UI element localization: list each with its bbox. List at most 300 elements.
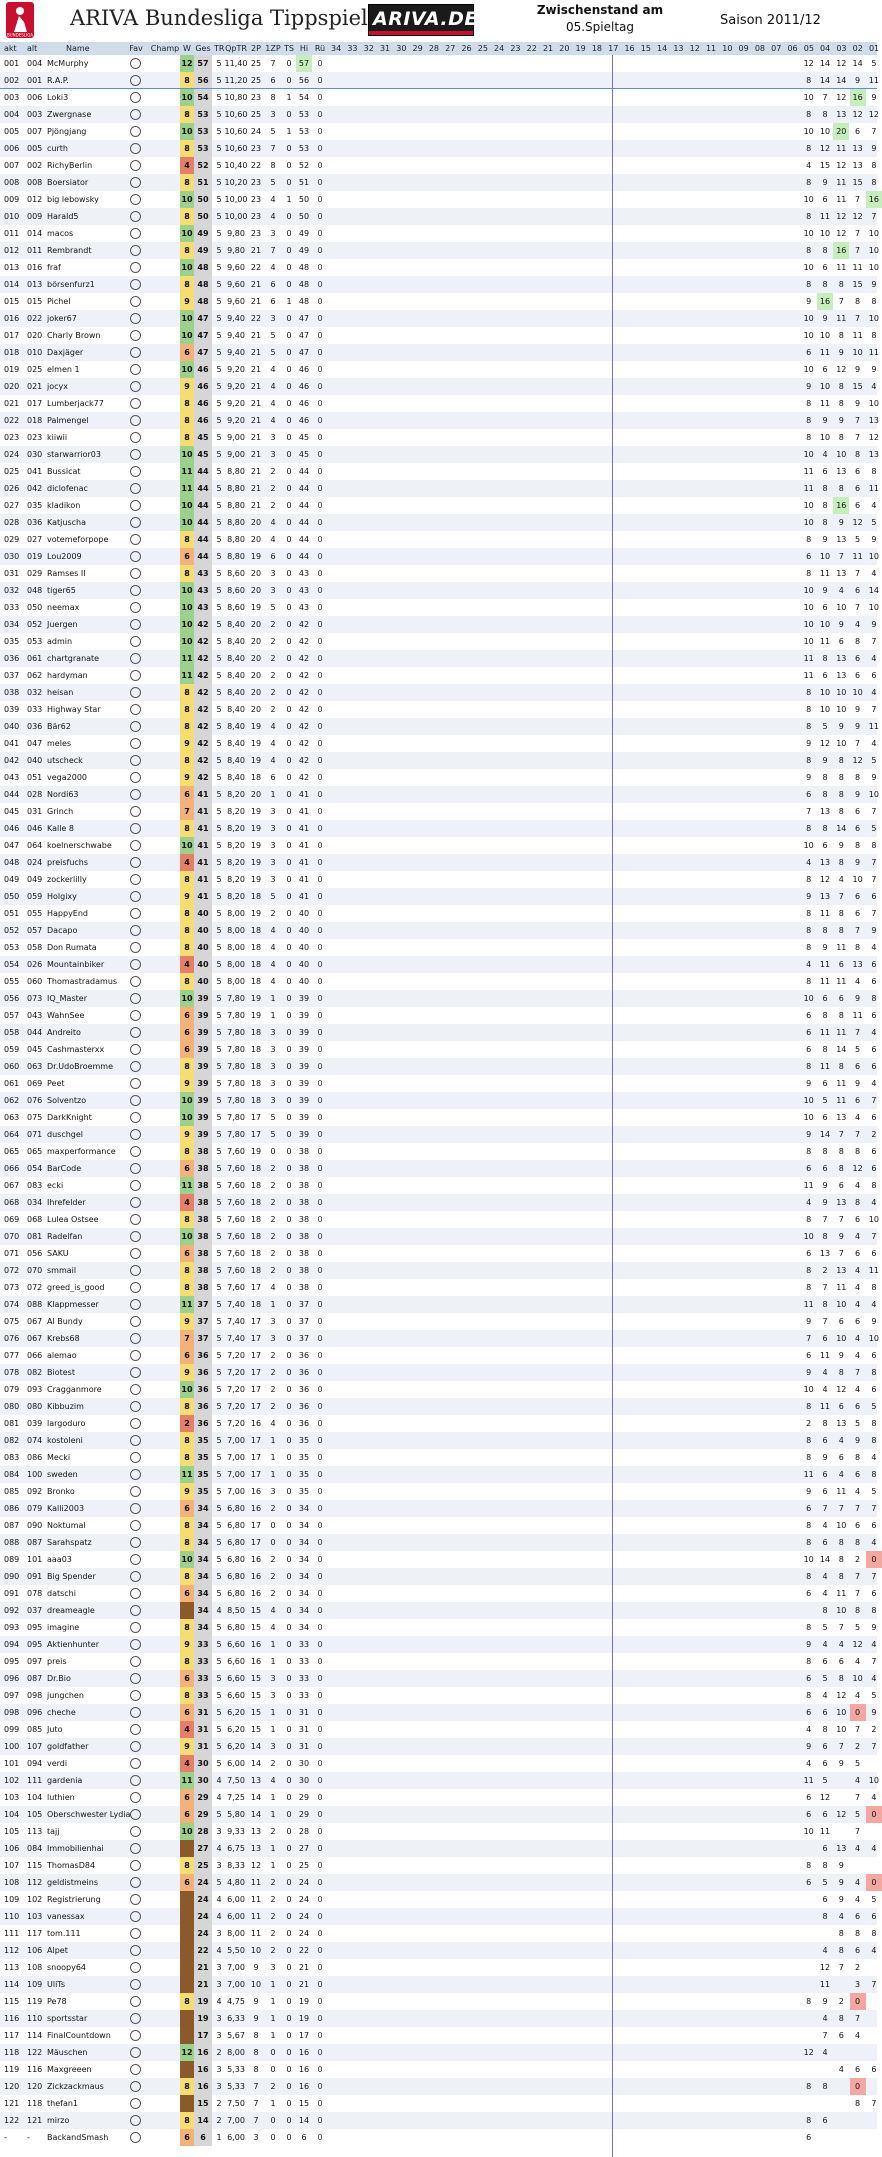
rank-previous: 050 <box>27 603 43 612</box>
table-row[interactable] <box>0 837 877 854</box>
table-row[interactable] <box>0 1857 877 1874</box>
player-name[interactable]: smmail <box>47 1266 77 1275</box>
table-row[interactable] <box>0 1024 877 1041</box>
table-row[interactable] <box>0 1075 877 1092</box>
player-name[interactable]: Bär62 <box>47 722 71 731</box>
table-row[interactable] <box>0 1619 877 1636</box>
table-row[interactable] <box>0 344 877 361</box>
player-name[interactable]: utscheck <box>47 756 83 765</box>
player-name[interactable]: imagine <box>47 1623 80 1632</box>
player-name[interactable]: sportsstar <box>47 2014 88 2023</box>
table-row[interactable] <box>0 548 877 565</box>
player-name[interactable]: koelnerschwabe <box>47 841 112 850</box>
table-row[interactable] <box>0 2027 877 2044</box>
table-row[interactable] <box>0 1959 877 1976</box>
table-row[interactable] <box>0 157 877 174</box>
player-name[interactable]: Juergen <box>47 620 78 629</box>
table-row[interactable] <box>0 1908 877 1925</box>
col-spieltag-07: 07 <box>771 44 782 53</box>
total-points: 35 <box>194 1466 212 1483</box>
exact-hits: 17 <box>250 1402 262 1411</box>
table-row[interactable] <box>0 514 877 531</box>
table-row[interactable] <box>0 1636 877 1653</box>
player-name[interactable]: vanessax <box>47 1912 85 1921</box>
player-name[interactable]: Lumberjack77 <box>47 399 104 408</box>
table-row[interactable] <box>0 1925 877 1942</box>
table-row[interactable] <box>0 1891 877 1908</box>
matchday-score: 11 <box>819 212 831 221</box>
table-row[interactable] <box>0 174 877 191</box>
deficit: 0 <box>317 1844 323 1853</box>
player-name[interactable]: UliTs <box>47 1980 66 1989</box>
player-name[interactable]: Aktienhunter <box>47 1640 100 1649</box>
tips-count: 5 <box>216 1215 222 1224</box>
player-name[interactable]: jocyx <box>47 382 68 391</box>
total-points: 42 <box>194 769 212 786</box>
table-row[interactable] <box>0 1551 877 1568</box>
player-name[interactable]: Holgixy <box>47 892 77 901</box>
table-row[interactable] <box>0 1262 877 1279</box>
player-name[interactable]: heisan <box>47 688 74 697</box>
player-name[interactable]: jungchen <box>47 1691 84 1700</box>
table-row[interactable] <box>0 446 877 463</box>
player-name[interactable]: Dr.UdoBroemme <box>47 1062 114 1071</box>
exact-hits: 21 <box>250 416 262 425</box>
player-name[interactable]: Pjöngjang <box>47 127 87 136</box>
table-row[interactable] <box>0 1041 877 1058</box>
player-name[interactable]: McMurphy <box>47 59 89 68</box>
table-row[interactable] <box>0 1755 877 1772</box>
matchday-score: 11 <box>819 348 831 357</box>
table-row[interactable] <box>0 1364 877 1381</box>
table-row[interactable] <box>0 106 877 123</box>
player-name[interactable]: tom.111 <box>47 1929 81 1938</box>
table-row[interactable] <box>0 1687 877 1704</box>
player-name[interactable]: Bronko <box>47 1487 75 1496</box>
player-name[interactable]: Dacapo <box>47 926 78 935</box>
table-row[interactable] <box>0 1789 877 1806</box>
table-row[interactable] <box>0 1823 877 1840</box>
player-name[interactable]: Dr.Bio <box>47 1674 71 1683</box>
player-name[interactable]: Mountainbiker <box>47 960 105 969</box>
player-name[interactable]: fraf <box>47 263 61 272</box>
player-name[interactable]: BarCode <box>47 1164 82 1173</box>
player-name[interactable]: Grinch <box>47 807 74 816</box>
table-row[interactable] <box>0 1874 877 1891</box>
exact-hits: 17 <box>250 1368 262 1377</box>
player-name[interactable]: Don Rumata <box>47 943 97 952</box>
player-name[interactable]: Registrierung <box>47 1895 101 1904</box>
table-row[interactable] <box>0 1007 877 1024</box>
tips-count: 5 <box>216 909 222 918</box>
player-name[interactable]: aaa03 <box>47 1555 72 1564</box>
player-name[interactable]: Mäuschen <box>47 2048 88 2057</box>
matchday-score: 8 <box>806 688 812 697</box>
player-name[interactable]: elmen 1 <box>47 365 80 374</box>
table-row[interactable] <box>0 1143 877 1160</box>
table-row[interactable] <box>0 1976 877 1993</box>
player-name[interactable]: R.A.P. <box>47 76 69 85</box>
player-name[interactable]: Zickzackmaus <box>47 2082 104 2091</box>
table-row[interactable] <box>0 752 877 769</box>
player-name[interactable]: Nordi63 <box>47 790 79 799</box>
table-row[interactable] <box>0 1704 877 1721</box>
table-row[interactable] <box>0 956 877 973</box>
table-row[interactable] <box>0 1942 877 1959</box>
player-name[interactable]: verdi <box>47 1759 68 1768</box>
table-row[interactable] <box>0 1806 877 1823</box>
player-name[interactable]: Thomastradamus <box>47 977 118 986</box>
table-row[interactable] <box>0 497 877 514</box>
matchday-score: 11 <box>836 1079 847 1088</box>
table-row[interactable] <box>0 1313 877 1330</box>
points-per-tip: 7,60 <box>227 1215 245 1224</box>
matchday-score <box>866 2129 882 2146</box>
player-name[interactable]: kiiwii <box>47 433 68 442</box>
table-row[interactable] <box>0 1415 877 1432</box>
player-name[interactable]: macos <box>47 229 74 238</box>
matchday-score: 10 <box>803 1827 814 1836</box>
table-row[interactable] <box>0 327 877 344</box>
player-name[interactable]: tiger65 <box>47 586 76 595</box>
player-name[interactable]: big lebowsky <box>47 195 99 204</box>
rank-current: 094 <box>4 1640 20 1649</box>
player-name[interactable]: Al Bundy <box>47 1317 83 1326</box>
rank-previous: 022 <box>27 314 43 323</box>
matchday-score: 11 <box>852 1011 863 1020</box>
player-name[interactable]: Bussicat <box>47 467 81 476</box>
player-name[interactable]: DarkKnight <box>47 1113 92 1122</box>
player-name[interactable]: FinalCountdown <box>47 2031 111 2040</box>
favorite-club-icon <box>127 2044 145 2061</box>
player-name[interactable]: Loki3 <box>47 93 69 102</box>
exact-hits: 14 <box>250 1759 262 1768</box>
table-row[interactable] <box>0 854 877 871</box>
player-name[interactable]: Kalli2003 <box>47 1504 85 1513</box>
tipster-score: 0 <box>286 229 292 238</box>
table-row[interactable] <box>0 72 877 89</box>
table-row[interactable] <box>0 276 877 293</box>
table-row[interactable] <box>0 939 877 956</box>
player-name[interactable]: largoduro <box>47 1419 86 1428</box>
table-row[interactable] <box>0 395 877 412</box>
table-row[interactable] <box>0 718 877 735</box>
deficit: 0 <box>317 1079 323 1088</box>
player-name[interactable]: Rembrandt <box>47 246 92 255</box>
club-crest-icon <box>130 517 141 528</box>
table-row[interactable] <box>0 1466 877 1483</box>
table-row[interactable] <box>0 888 877 905</box>
table-row[interactable] <box>0 1449 877 1466</box>
table-row[interactable] <box>0 735 877 752</box>
table-row[interactable] <box>0 1126 877 1143</box>
player-name[interactable]: HappyEnd <box>47 909 89 918</box>
weekly-points: 10 <box>180 225 194 242</box>
exact-hits: 22 <box>250 314 262 323</box>
player-name[interactable]: Alpet <box>47 1946 68 1955</box>
player-name[interactable]: tajj <box>47 1827 60 1836</box>
player-name[interactable]: Kalle 8 <box>47 824 75 833</box>
weekly-points: 10 <box>180 1092 194 1109</box>
table-row[interactable] <box>0 1330 877 1347</box>
table-row[interactable] <box>0 208 877 225</box>
matchday-score <box>866 2010 882 2027</box>
table-row[interactable] <box>0 667 877 684</box>
player-name[interactable]: Solventzo <box>47 1096 87 1105</box>
player-name[interactable]: Daxjäger <box>47 348 84 357</box>
player-name[interactable]: börsenfurz1 <box>47 280 95 289</box>
matchday-score: 8 <box>871 1436 877 1445</box>
player-name[interactable]: Ihrefelder <box>47 1198 86 1207</box>
player-name[interactable]: maxperformance <box>47 1147 116 1156</box>
matchday-score: 7 <box>855 926 861 935</box>
player-name[interactable]: Ramses II <box>47 569 86 578</box>
table-row[interactable] <box>0 769 877 786</box>
matchday-score: 8 <box>838 1572 844 1581</box>
table-row[interactable] <box>0 89 877 106</box>
player-name[interactable]: Juto <box>47 1725 63 1734</box>
matchday-score: 4 <box>855 1113 861 1122</box>
table-row[interactable] <box>0 429 877 446</box>
player-name[interactable]: Klappmesser <box>47 1300 99 1309</box>
table-row[interactable] <box>0 2112 877 2129</box>
player-name[interactable]: Big Spender <box>47 1572 96 1581</box>
player-name[interactable]: sweden <box>47 1470 78 1479</box>
player-name[interactable]: vega2000 <box>47 773 87 782</box>
player-name[interactable]: Katjuscha <box>47 518 86 527</box>
table-row[interactable] <box>0 599 877 616</box>
table-row[interactable] <box>0 1568 877 1585</box>
player-name[interactable]: thefan1 <box>47 2099 79 2108</box>
player-name[interactable]: Mecki <box>47 1453 71 1462</box>
table-row[interactable] <box>0 140 877 157</box>
player-name[interactable]: Krebs68 <box>47 1334 80 1343</box>
table-row[interactable] <box>0 973 877 990</box>
table-row[interactable] <box>0 1177 877 1194</box>
player-name[interactable]: datschi <box>47 1589 76 1598</box>
table-row[interactable] <box>0 1534 877 1551</box>
table-row[interactable] <box>0 1993 877 2010</box>
table-row[interactable] <box>0 1296 877 1313</box>
club-crest-icon <box>130 1554 141 1565</box>
player-name[interactable]: Noktumal <box>47 1521 86 1530</box>
table-row[interactable] <box>0 701 877 718</box>
table-row[interactable] <box>0 650 877 667</box>
player-name[interactable]: Pichel <box>47 297 71 306</box>
player-name[interactable]: chartgranate <box>47 654 100 663</box>
matchday-score: 12 <box>819 1963 831 1972</box>
table-row[interactable] <box>0 310 877 327</box>
player-name[interactable]: ecki <box>47 1181 64 1190</box>
player-name[interactable]: IQ_Master <box>47 994 87 1003</box>
player-name[interactable]: Lulea Ostsee <box>47 1215 99 1224</box>
table-row[interactable] <box>0 1211 877 1228</box>
matchday-score: 5 <box>822 1878 828 1887</box>
player-name[interactable]: votemeforpope <box>47 535 109 544</box>
table-row[interactable] <box>0 2061 877 2078</box>
table-row[interactable] <box>0 1228 877 1245</box>
player-name[interactable]: SAKU <box>47 1249 69 1258</box>
player-name[interactable]: Palmengel <box>47 416 89 425</box>
player-name[interactable]: starwarrior03 <box>47 450 101 459</box>
player-name[interactable]: Cragganmore <box>47 1385 102 1394</box>
table-row[interactable] <box>0 1653 877 1670</box>
table-row[interactable] <box>0 1670 877 1687</box>
player-name[interactable]: duschgel <box>47 1130 84 1139</box>
table-row[interactable] <box>0 1092 877 1109</box>
player-name[interactable]: ThomasD84 <box>47 1861 96 1870</box>
player-name[interactable]: cheche <box>47 1708 76 1717</box>
table-row[interactable] <box>0 2010 877 2027</box>
table-row[interactable] <box>0 1517 877 1534</box>
table-row[interactable] <box>0 1245 877 1262</box>
table-row[interactable] <box>0 1772 877 1789</box>
tipster-score: 0 <box>286 688 292 697</box>
player-name[interactable]: Maxgreeen <box>47 2065 92 2074</box>
table-row[interactable] <box>0 378 877 395</box>
player-name[interactable]: Immobilienhai <box>47 1844 104 1853</box>
table-row[interactable] <box>0 1585 877 1602</box>
player-name[interactable]: Zwergnase <box>47 110 92 119</box>
player-name[interactable]: Pe78 <box>47 1997 67 2006</box>
player-name[interactable]: neemax <box>47 603 80 612</box>
tips-count: 5 <box>216 93 222 102</box>
table-row[interactable] <box>0 1721 877 1738</box>
player-name[interactable]: alemao <box>47 1351 77 1360</box>
player-name[interactable]: snoopy64 <box>47 1963 87 1972</box>
player-name[interactable]: mirzo <box>47 2116 70 2125</box>
player-name[interactable]: hardyman <box>47 671 88 680</box>
player-name[interactable]: Peet <box>47 1079 65 1088</box>
table-row[interactable] <box>0 922 877 939</box>
table-row[interactable] <box>0 803 877 820</box>
player-name[interactable]: kladikon <box>47 501 81 510</box>
table-row[interactable] <box>0 1160 877 1177</box>
table-row[interactable] <box>0 463 877 480</box>
table-row[interactable] <box>0 1279 877 1296</box>
table-row[interactable] <box>0 225 877 242</box>
total-points: 45 <box>194 446 212 463</box>
player-name[interactable]: BackandSmash <box>47 2133 109 2142</box>
player-name[interactable]: RichyBerlin <box>47 161 93 170</box>
high-score: 40 <box>298 977 310 986</box>
table-row[interactable] <box>0 1738 877 1755</box>
table-row[interactable] <box>0 1602 877 1619</box>
player-name[interactable]: diclofenac <box>47 484 88 493</box>
total-points: 53 <box>194 106 212 123</box>
table-row[interactable] <box>0 1398 877 1415</box>
tipster-score: 0 <box>286 892 292 901</box>
table-row[interactable] <box>0 1109 877 1126</box>
player-name[interactable]: preis <box>47 1657 67 1666</box>
player-name[interactable]: gardenia <box>47 1776 83 1785</box>
table-row[interactable] <box>0 633 877 650</box>
table-row[interactable] <box>0 1432 877 1449</box>
table-row[interactable] <box>0 2044 877 2061</box>
table-row[interactable] <box>0 2078 877 2095</box>
player-name[interactable]: curth <box>47 144 68 153</box>
table-row[interactable] <box>0 259 877 276</box>
table-row[interactable] <box>0 242 877 259</box>
table-row[interactable] <box>0 820 877 837</box>
tips-count: 3 <box>216 1827 222 1836</box>
table-row[interactable] <box>0 1840 877 1857</box>
table-row[interactable] <box>0 684 877 701</box>
player-name[interactable]: Kibbuzim <box>47 1402 84 1411</box>
table-row[interactable] <box>0 123 877 140</box>
player-name[interactable]: Andreito <box>47 1028 81 1037</box>
player-name[interactable]: luthien <box>47 1793 75 1802</box>
table-row[interactable] <box>0 1381 877 1398</box>
points-per-tip: 7,40 <box>227 1334 245 1343</box>
table-row[interactable] <box>0 412 877 429</box>
table-row[interactable] <box>0 531 877 548</box>
player-name[interactable]: WahnSee <box>47 1011 85 1020</box>
player-name[interactable]: Cashmasterxx <box>47 1045 105 1054</box>
total-points: 29 <box>194 1789 212 1806</box>
table-row[interactable] <box>0 1347 877 1364</box>
table-row[interactable] <box>0 905 877 922</box>
player-name[interactable]: meles <box>47 739 72 748</box>
player-name[interactable]: Biotest <box>47 1368 75 1377</box>
player-name[interactable]: Charly Brown <box>47 331 101 340</box>
high-score: 41 <box>298 841 310 850</box>
player-name[interactable]: dreameagle <box>47 1606 95 1615</box>
table-row[interactable] <box>0 1500 877 1517</box>
player-name[interactable]: preisfuchs <box>47 858 89 867</box>
table-row[interactable] <box>0 191 877 208</box>
player-name[interactable]: zockerlilly <box>47 875 87 884</box>
player-name[interactable]: Radelfan <box>47 1232 83 1241</box>
ariva-logo[interactable] <box>368 4 478 36</box>
player-name[interactable]: Boersiator <box>47 178 89 187</box>
tipster-score: 0 <box>286 552 292 561</box>
player-name[interactable]: kostoleni <box>47 1436 83 1445</box>
table-row[interactable] <box>0 565 877 582</box>
table-row[interactable] <box>0 582 877 599</box>
table-row[interactable] <box>0 1058 877 1075</box>
table-row[interactable] <box>0 480 877 497</box>
player-name[interactable]: Harald5 <box>47 212 79 221</box>
matchday-score: 0 <box>866 1806 882 1823</box>
player-name[interactable]: Lou2009 <box>47 552 82 561</box>
player-name[interactable]: geldistmeins <box>47 1878 99 1887</box>
table-row[interactable] <box>0 2095 877 2112</box>
player-name[interactable]: admin <box>47 637 73 646</box>
rank-previous: 006 <box>27 93 43 102</box>
table-row[interactable] <box>0 786 877 803</box>
matchday-score: 10 <box>803 365 814 374</box>
tips-count: 5 <box>216 1725 222 1734</box>
player-name[interactable]: joker67 <box>47 314 77 323</box>
table-row[interactable] <box>0 361 877 378</box>
table-row[interactable] <box>0 1483 877 1500</box>
table-row[interactable] <box>0 55 877 72</box>
club-crest-icon <box>130 1673 141 1684</box>
table-row[interactable] <box>0 1194 877 1211</box>
player-name[interactable]: Highway Star <box>47 705 101 714</box>
player-name[interactable]: Sarahspatz <box>47 1538 92 1547</box>
table-row[interactable] <box>0 2129 877 2146</box>
table-row[interactable] <box>0 616 877 633</box>
tipster-score: 0 <box>286 1776 292 1785</box>
table-row[interactable] <box>0 871 877 888</box>
table-row[interactable] <box>0 293 877 310</box>
player-name[interactable]: greed_is_good <box>47 1283 105 1292</box>
table-row[interactable] <box>0 990 877 1007</box>
player-name[interactable]: goldfather <box>47 1742 89 1751</box>
player-name[interactable]: Oberschwester Lydia <box>47 1810 131 1819</box>
